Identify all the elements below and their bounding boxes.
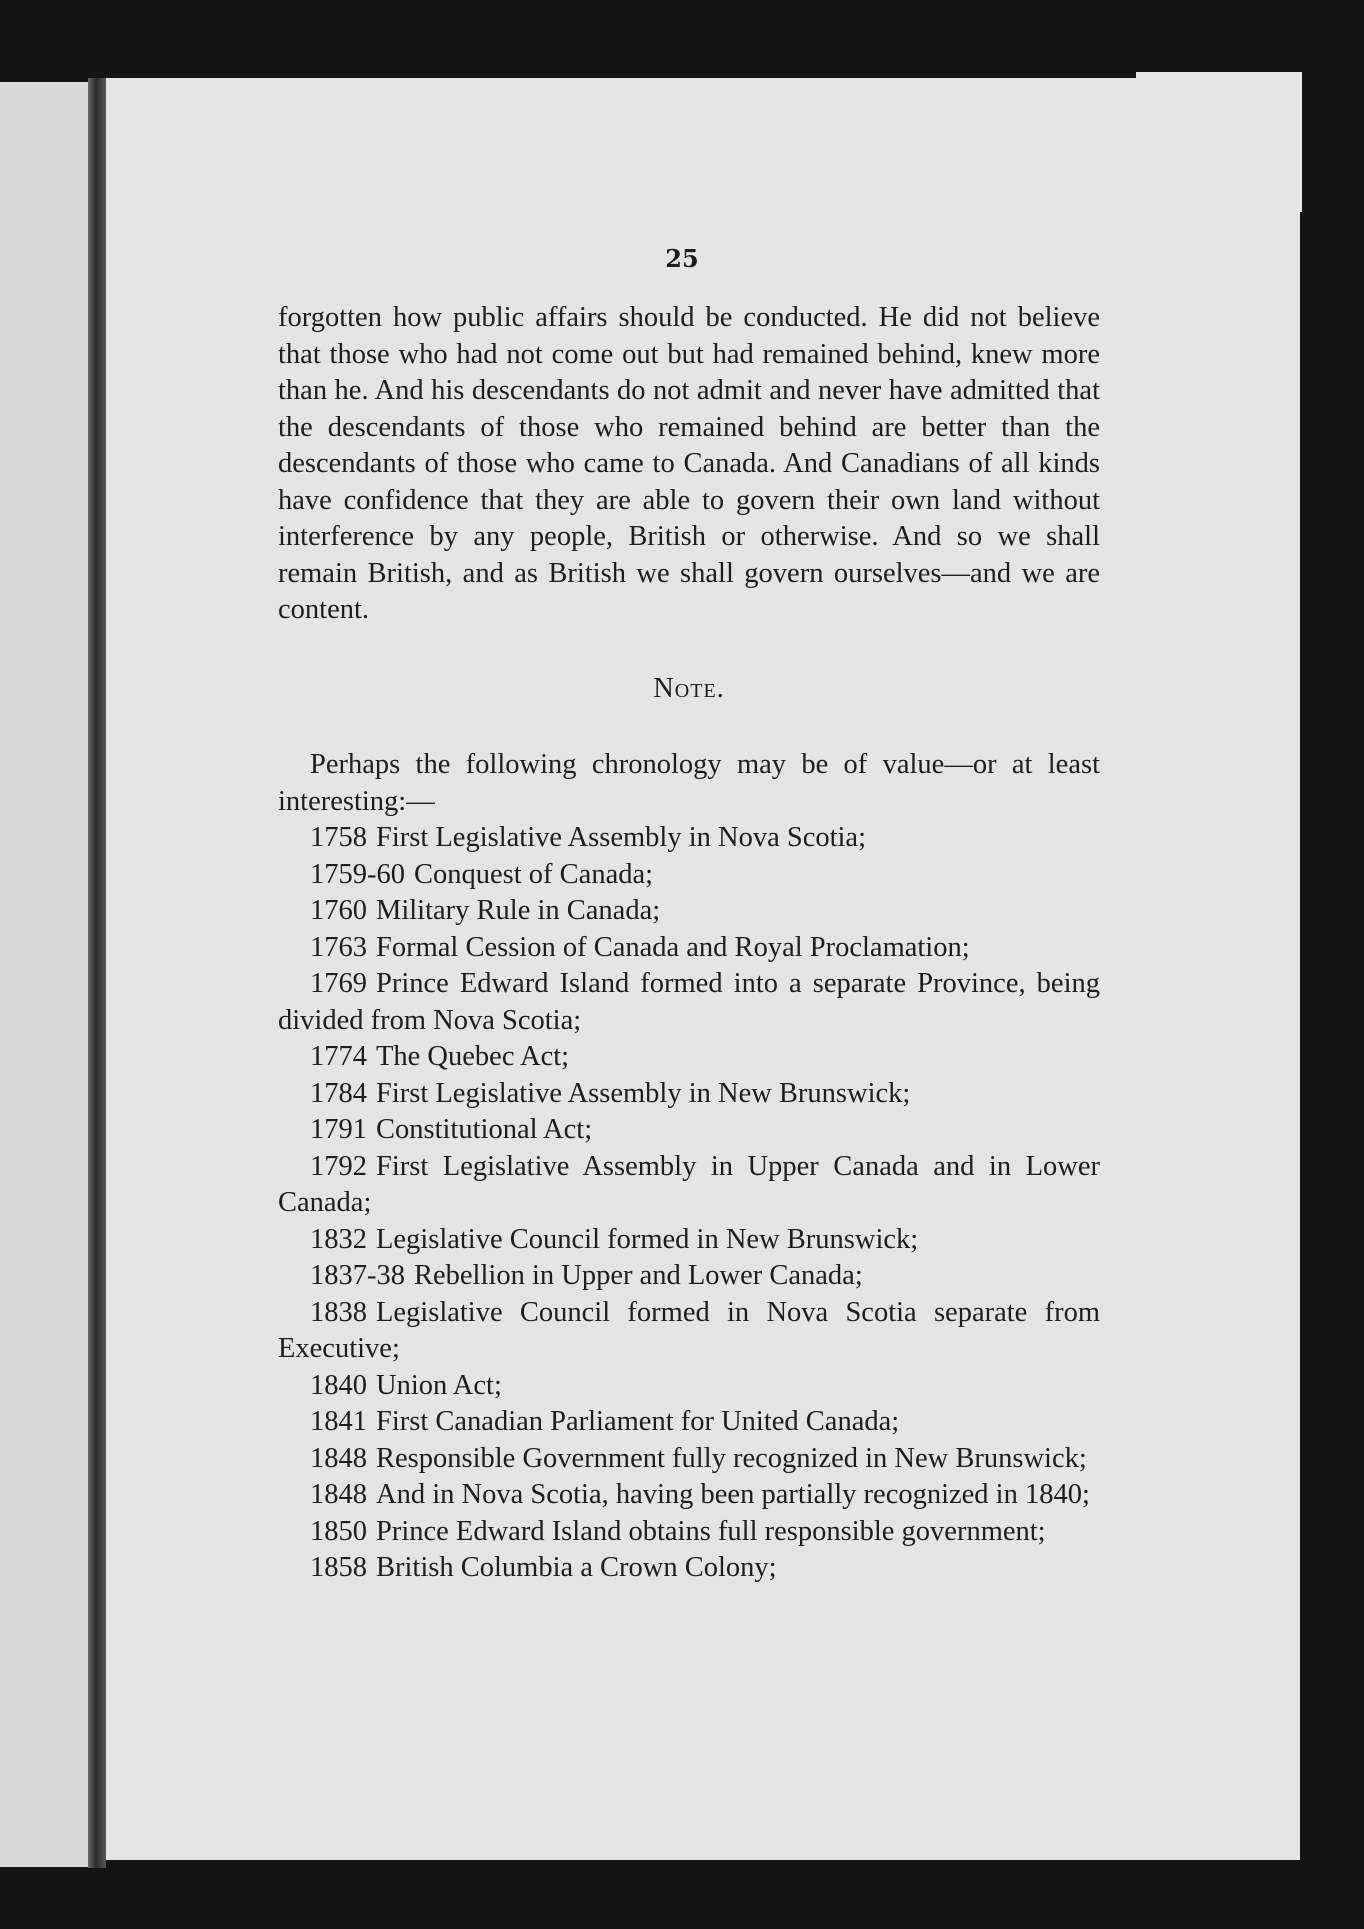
chronology-entry <box>278 1149 1100 1222</box>
chronology-entry <box>278 1112 1100 1149</box>
chronology-year: 1838 <box>310 1296 367 1328</box>
chronology-entry <box>278 1258 1100 1295</box>
chronology-event: Legislative Council formed in Nova Scotia separate from Executive; <box>278 1296 1100 1364</box>
chronology-event: British Columbia a Crown Colony; <box>376 1552 777 1583</box>
chronology-entry <box>278 1441 1100 1478</box>
note-intro: Perhaps the following chronology may be of value—or at least interesting:— <box>278 749 1100 817</box>
chronology-year: 1832 <box>310 1223 367 1255</box>
chronology-event: The Quebec Act; <box>376 1041 570 1072</box>
chronology-year: 1792 <box>310 1150 367 1182</box>
page-text <box>278 300 1100 1587</box>
chronology-year: 1763 <box>310 931 367 963</box>
chronology-year: 1841 <box>310 1406 367 1437</box>
chronology-year: 1848 <box>310 1442 367 1474</box>
chronology-year: 1759-60 <box>310 858 405 890</box>
chronology-year: 1769 <box>310 968 367 999</box>
chronology-entry <box>278 857 1100 894</box>
chronology-event: First Legislative Assembly in Nova Scotia; <box>376 822 866 853</box>
chronology-event: Prince Edward Island formed into a separate Province, being divided from Nova Scotia; <box>278 968 1100 1036</box>
page-number: 25 <box>665 244 699 273</box>
chronology-year: 1837-38 <box>310 1260 405 1291</box>
chronology-event: Union Act; <box>376 1369 502 1401</box>
chronology-entry <box>278 1368 1100 1405</box>
book-spine <box>88 78 106 1868</box>
chronology-year: 1850 <box>310 1515 367 1547</box>
chronology-event: First Legislative Assembly in New Brunswick; <box>376 1077 911 1109</box>
chronology-year: 1774 <box>310 1041 367 1072</box>
chronology-event: And in Nova Scotia, having been partially recognized in 1840; <box>376 1479 1090 1510</box>
chronology-event: Rebellion in Upper and Lower Canada; <box>414 1260 863 1291</box>
chronology-entry <box>278 1222 1100 1259</box>
chronology-entry <box>278 1477 1100 1514</box>
chronology-entry <box>278 1295 1100 1368</box>
page-corner <box>1136 72 1302 212</box>
chronology-event: Conquest of Canada; <box>414 858 654 890</box>
chronology-year: 1784 <box>310 1077 367 1109</box>
chronology-year: 1758 <box>310 822 367 853</box>
chronology-event: First Legislative Assembly in Upper Canada and in Lower Canada; <box>278 1150 1100 1218</box>
chronology-event: Prince Edward Island obtains full responsible government; <box>376 1515 1046 1547</box>
chronology-event: First Canadian Parliament for United Canada; <box>376 1406 900 1437</box>
chronology-event: Legislative Council formed in New Brunswick; <box>376 1223 919 1255</box>
chronology-list <box>278 820 1100 1587</box>
chronology-entry <box>278 820 1100 857</box>
chronology-entry <box>278 1550 1100 1587</box>
chronology-event: Responsible Government fully recognized in New Brunswick; <box>376 1442 1087 1474</box>
chronology-year: 1791 <box>310 1114 367 1145</box>
chronology-event: Military Rule in Canada; <box>376 895 661 926</box>
chronology-entry <box>278 1039 1100 1076</box>
body-paragraph: forgotten how public affairs should be conducted. He did not believe that those who had not come out but had remained behind, knew more than he. And his descendants do not admit and never have admitted that the descendants of those who remained behind are better than the descendants of those who came to Canada. And Canadians of all kinds have confidence that they are able to govern their own land without interference by any people, British or otherwise. And so we shall remain British, and as British we shall govern ourselves—and we are content. <box>278 302 1100 625</box>
chronology-entry <box>278 1076 1100 1113</box>
chronology-entry <box>278 930 1100 967</box>
chronology-year: 1858 <box>310 1552 367 1583</box>
facing-page-edge <box>0 82 98 1867</box>
note-heading: Note. <box>653 672 725 704</box>
chronology-event: Constitutional Act; <box>376 1114 593 1145</box>
chronology-year: 1848 <box>310 1479 367 1510</box>
chronology-entry <box>278 966 1100 1039</box>
chronology-year: 1760 <box>310 895 367 926</box>
chronology-entry <box>278 1404 1100 1441</box>
chronology-entry <box>278 1514 1100 1551</box>
chronology-event: Formal Cession of Canada and Royal Proclamation; <box>376 931 970 963</box>
chronology-entry <box>278 893 1100 930</box>
chronology-year: 1840 <box>310 1369 367 1401</box>
